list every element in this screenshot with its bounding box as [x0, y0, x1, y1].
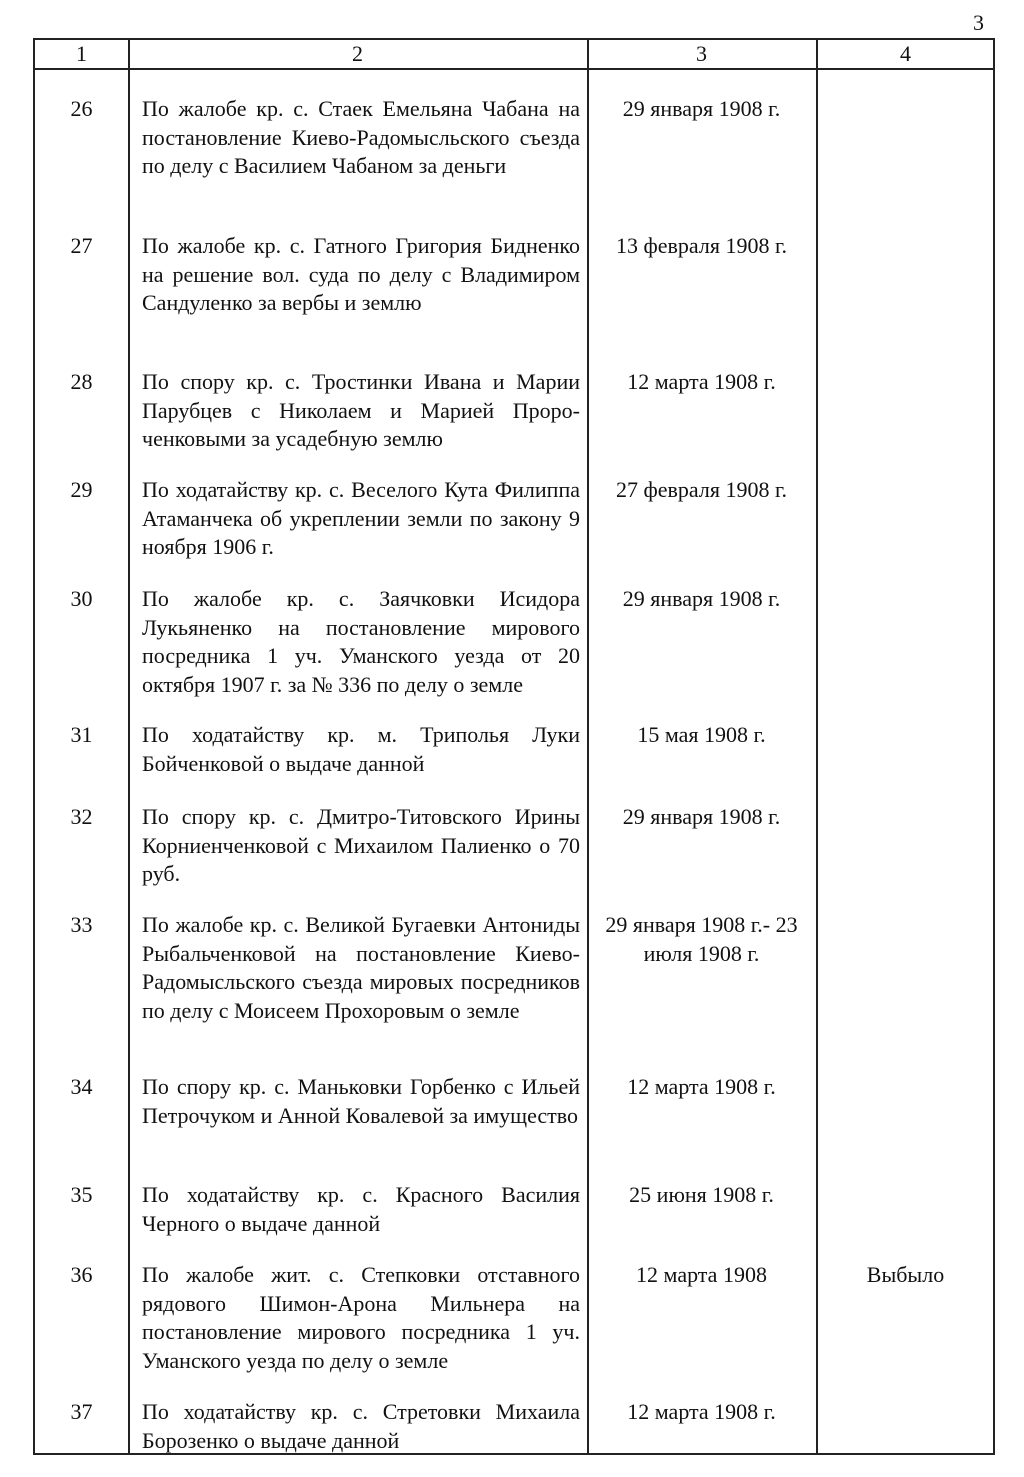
row-description: По жалобе кр. с. Великой Бугаевки Антониды Рыбальченковой на постановление Киево-Радомысльского съезда мировых посредников по делу с Моисеем Прохоровым о земле — [142, 912, 580, 1023]
row-number: 33 — [70, 912, 93, 937]
row-description: По спору кр. с. Маньковки Горбенко с Ильей Петрочуком и Анной Ковалевой за имущество — [142, 1074, 580, 1128]
row-date: 29 января 1908 г. — [622, 586, 781, 611]
row-date: 15 мая 1908 г. — [637, 722, 766, 747]
row-description: По жалобе жит. с. Степковки отставного рядового Шимон-Арона Мильнера на постановление мирового посредника 1 уч. Уманского уезда по делу о земле — [142, 1262, 580, 1373]
row-number: 32 — [70, 804, 93, 829]
row-date: 27 февраля 1908 г. — [615, 477, 787, 502]
row-number: 29 — [70, 477, 93, 502]
row-description: По жалобе кр. с. Гатного Григория Бидненко на решение вол. суда по делу с Владимиром Сандуленко за вербы и землю — [142, 233, 580, 315]
row-date: 12 марта 1908 г. — [627, 369, 776, 394]
column-divider — [128, 40, 130, 1453]
page-number: 3 — [973, 10, 984, 35]
row-description: По жалобе кр. с. Заячковки Исидора Лукьяненко на постановление мирового посредника 1 уч. Уманского уезда от 20 октября 1907 г. за № 336 по делу о земле — [142, 586, 580, 697]
registry-table — [33, 38, 995, 1455]
row-description: По спору кр. с. Дмитро-Титовского Ирины Корниенченковой с Михаилом Палиенко о 70 руб. — [142, 804, 580, 886]
column-divider — [816, 40, 818, 1453]
row-number: 27 — [70, 233, 93, 258]
row-number: 35 — [70, 1182, 93, 1207]
row-description: По ходатайству кр. м. Триполья Луки Бойченковой о выдаче данной — [142, 722, 580, 776]
row-number: 28 — [70, 369, 93, 394]
row-date: 12 марта 1908 — [636, 1262, 767, 1287]
row-date: 25 июня 1908 г. — [629, 1182, 774, 1207]
row-number: 26 — [70, 96, 93, 121]
header-col-1: 1 — [76, 41, 87, 66]
row-date: 13 февраля 1908 г. — [615, 233, 787, 258]
header-col-2: 2 — [352, 41, 363, 66]
row-number: 30 — [70, 586, 93, 611]
row-description: По ходатайству кр. с. Красного Василия Черного о выдаче данной — [142, 1182, 580, 1236]
row-number: 31 — [70, 722, 93, 747]
row-description: По ходатайству кр. с. Стретовки Михаила Борозенко о выдаче данной — [142, 1399, 580, 1453]
table-header — [35, 40, 993, 70]
row-date: 29 января 1908 г. — [622, 804, 781, 829]
row-number: 34 — [70, 1074, 93, 1099]
header-col-3: 3 — [696, 41, 707, 66]
row-number: 37 — [70, 1399, 93, 1424]
row-date: 29 января 1908 г.- 23 июля 1908 г. — [605, 912, 798, 966]
row-description: По жалобе кр. с. Стаек Емельяна Чабана на постановление Киево-Радомысльского съезда по делу с Василием Чабаном за деньги — [142, 96, 580, 178]
row-description: По ходатайству кр. с. Веселого Кута Филиппа Атаманчека об укреплении земли по закону 9 ноября 1906 г. — [142, 477, 580, 559]
row-date: 12 марта 1908 г. — [627, 1399, 776, 1424]
row-date: 12 марта 1908 г. — [627, 1074, 776, 1099]
row-note: Выбыло — [866, 1262, 945, 1287]
row-description: По спору кр. с. Тростинки Ивана и Марии Парубцев с Николаем и Марией Пророченковыми за усадебную землю — [142, 369, 580, 451]
row-number: 36 — [70, 1262, 93, 1287]
row-date: 29 января 1908 г. — [622, 96, 781, 121]
header-col-4: 4 — [900, 41, 911, 66]
